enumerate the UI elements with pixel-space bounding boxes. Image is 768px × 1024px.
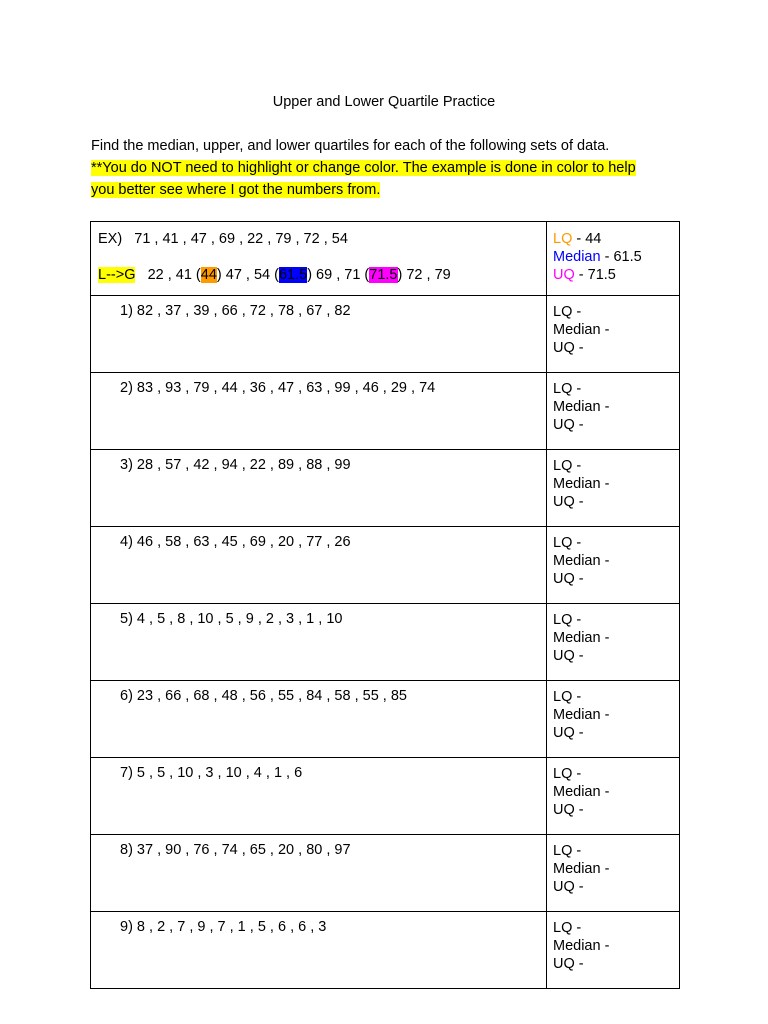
problem-row-9 <box>91 912 680 989</box>
problem-answer-cell[interactable] <box>547 373 680 450</box>
problem-row-6 <box>91 681 680 758</box>
problem-data-cell <box>91 450 547 527</box>
problem-data: 7) 5 , 5 , 10 , 3 , 10 , 4 , 1 , 6 <box>120 765 303 781</box>
median-answer-label: Median - <box>553 938 610 954</box>
problem-row-7 <box>91 758 680 835</box>
median-answer-label: Median - <box>553 399 610 415</box>
sorted-part-4: ) 72 , 79 <box>397 267 451 283</box>
example-lq-label: LQ <box>553 231 573 247</box>
instructions <box>91 135 636 201</box>
uq-answer-label: UQ - <box>553 648 584 664</box>
problem-data: 6) 23 , 66 , 68 , 48 , 56 , 55 , 84 , 58 , 55 , 85 <box>120 688 407 704</box>
lq-answer-label: LQ - <box>553 612 582 628</box>
uq-answer-label: UQ - <box>553 956 584 972</box>
sorted-label: L-->G <box>98 267 136 283</box>
median-answer-label: Median - <box>553 861 610 877</box>
lq-answer-label: LQ - <box>553 458 582 474</box>
example-row <box>91 222 680 296</box>
problem-data-cell <box>91 373 547 450</box>
example-sorted-line <box>98 266 546 284</box>
problem-answer-cell[interactable] <box>547 450 680 527</box>
problem-answer-cell[interactable] <box>547 604 680 681</box>
problem-answer-cell[interactable] <box>547 527 680 604</box>
lq-answer-label: LQ - <box>553 535 582 551</box>
uq-answer-label: UQ - <box>553 571 584 587</box>
problem-data-cell <box>91 296 547 373</box>
highlight-note-line-1: **You do NOT need to highlight or change color. The example is done in color to help <box>91 160 636 176</box>
sorted-part-3: ) 69 , 71 ( <box>307 267 370 283</box>
problem-row-8 <box>91 835 680 912</box>
problem-row-3 <box>91 450 680 527</box>
uq-answer-label: UQ - <box>553 417 584 433</box>
lq-answer-label: LQ - <box>553 766 582 782</box>
median-answer-label: Median - <box>553 630 610 646</box>
problem-data: 2) 83 , 93 , 79 , 44 , 36 , 47 , 63 , 99 , 46 , 29 , 74 <box>120 380 436 396</box>
highlight-note-line-2: you better see where I got the numbers from. <box>91 182 381 198</box>
lq-answer-label: LQ - <box>553 381 582 397</box>
median-answer-label: Median - <box>553 784 610 800</box>
quartile-table <box>90 221 680 989</box>
page-title: Upper and Lower Quartile Practice <box>272 94 496 110</box>
problem-row-4 <box>91 527 680 604</box>
example-prefix: EX) <box>98 231 123 247</box>
problem-data-cell <box>91 758 547 835</box>
problem-answer-cell[interactable] <box>547 835 680 912</box>
problem-answer-cell[interactable] <box>547 296 680 373</box>
problem-row-1 <box>91 296 680 373</box>
median-answer-label: Median - <box>553 707 610 723</box>
sorted-part-2: ) 47 , 54 ( <box>216 267 279 283</box>
problem-data: 3) 28 , 57 , 42 , 94 , 22 , 89 , 88 , 99 <box>120 457 351 473</box>
uq-answer-label: UQ - <box>553 725 584 741</box>
problem-data: 9) 8 , 2 , 7 , 9 , 7 , 1 , 5 , 6 , 6 , 3 <box>120 919 327 935</box>
median-answer-label: Median - <box>553 553 610 569</box>
example-uq-label: UQ <box>553 267 575 283</box>
instructions-text: Find the median, upper, and lower quartiles for each of the following sets of data. <box>91 138 610 154</box>
example-data: 71 , 41 , 47 , 69 , 22 , 79 , 72 , 54 <box>134 231 348 247</box>
problem-data: 8) 37 , 90 , 76 , 74 , 65 , 20 , 80 , 97 <box>120 842 351 858</box>
example-data-cell <box>91 222 547 296</box>
problem-data-cell <box>91 604 547 681</box>
lq-answer-label: LQ - <box>553 843 582 859</box>
example-data-line <box>98 230 546 248</box>
example-lq-answer: - 44 <box>572 231 602 247</box>
median-answer-label: Median - <box>553 476 610 492</box>
lq-answer-label: LQ - <box>553 689 582 705</box>
problem-data-cell <box>91 527 547 604</box>
uq-answer-label: UQ - <box>553 802 584 818</box>
lq-highlight: 44 <box>200 267 217 283</box>
uq-answer-label: UQ - <box>553 494 584 510</box>
sorted-part-1: 22 , 41 ( <box>147 267 201 283</box>
uq-answer-label: UQ - <box>553 879 584 895</box>
problem-row-5 <box>91 604 680 681</box>
lq-answer-label: LQ - <box>553 920 582 936</box>
problem-data: 5) 4 , 5 , 8 , 10 , 5 , 9 , 2 , 3 , 1 , 10 <box>120 611 343 627</box>
uq-answer-label: UQ - <box>553 340 584 356</box>
problem-data-cell <box>91 912 547 989</box>
median-highlight: 61.5 <box>278 267 308 283</box>
problem-data-cell <box>91 681 547 758</box>
example-median-answer: - 61.5 <box>600 249 642 265</box>
problem-answer-cell[interactable] <box>547 912 680 989</box>
problem-row-2 <box>91 373 680 450</box>
problem-data: 4) 46 , 58 , 63 , 45 , 69 , 20 , 77 , 26 <box>120 534 351 550</box>
problem-answer-cell[interactable] <box>547 758 680 835</box>
lq-answer-label: LQ - <box>553 304 582 320</box>
problem-answer-cell[interactable] <box>547 681 680 758</box>
example-median-label: Median <box>553 249 601 265</box>
median-answer-label: Median - <box>553 322 610 338</box>
problem-data-cell <box>91 835 547 912</box>
uq-highlight: 71.5 <box>369 267 398 283</box>
example-answer-cell <box>547 222 680 296</box>
problem-data: 1) 82 , 37 , 39 , 66 , 72 , 78 , 67 , 82 <box>120 303 351 319</box>
example-uq-answer: - 71.5 <box>574 267 616 283</box>
